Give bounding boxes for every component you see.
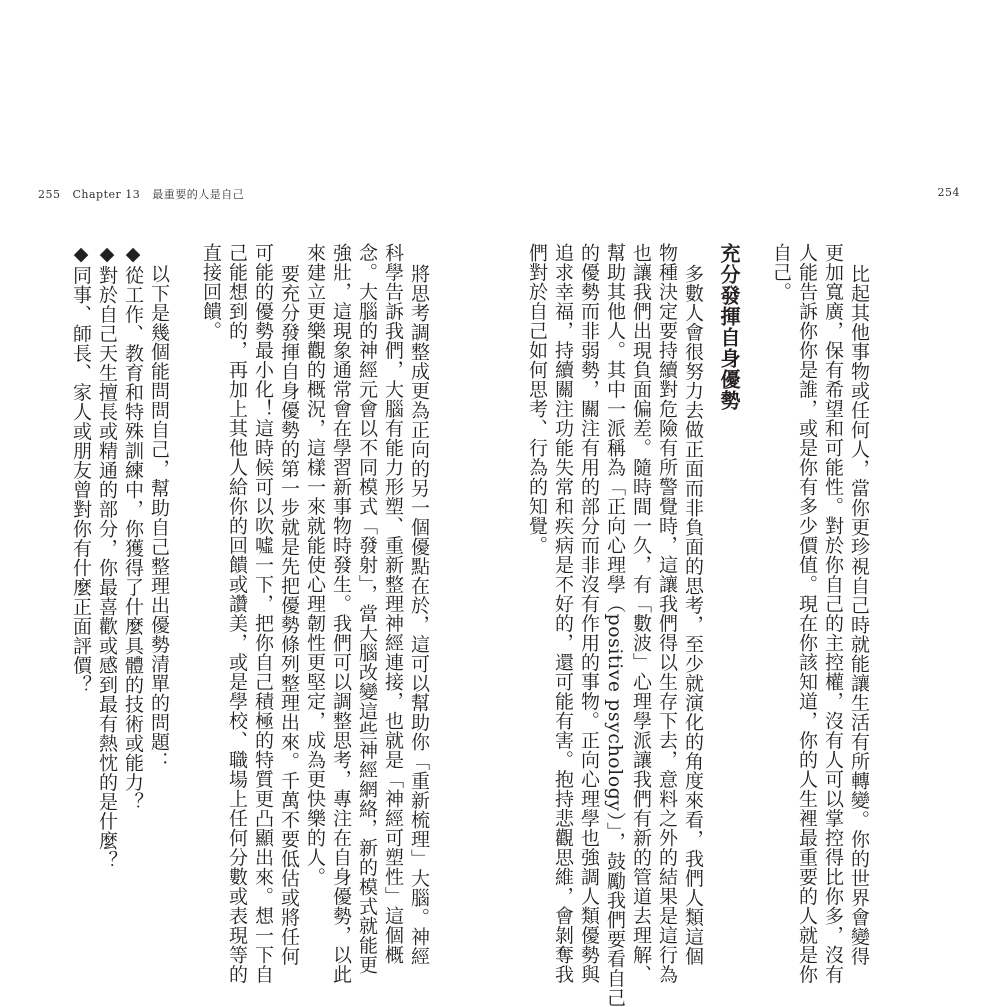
left-page-body <box>68 243 432 984</box>
right-page-body <box>524 243 872 1007</box>
text-line: 幫助其他人。其中一派稱為「正向心理學（positive psychology）」，鼓勵我們要看自己 <box>604 243 626 1007</box>
text-line: 可能的優勢最小化！這時候可以吹噓一下，把你自己積極的特質更凸顯出來。想一下自 <box>252 243 274 984</box>
right-page-number: 254 <box>937 186 960 199</box>
text-line: 強壯，這現象通常會在學習新事物時發生。我們可以調整思考，專注在自身優勢，以此 <box>330 243 352 984</box>
text-line: 自己。 <box>770 243 792 302</box>
text-line: 直接回饋。 <box>200 243 222 341</box>
text-line: 們對於自己如何思考、行為的知覺。 <box>526 243 548 555</box>
chapter-label: Chapter 13 <box>72 188 141 201</box>
text-line: 比起其他事物或任何人，當你更珍視自己時就能讓生活有所轉變。你的世界會變得 <box>848 263 870 966</box>
left-running-head <box>38 186 252 202</box>
text-line: 科學告訴我們，大腦有能力形塑、重新整理神經連接，也就是「神經可塑性」這個概 <box>382 243 404 965</box>
text-line: 念。大腦的神經元會以不同模式「發射」，當大腦改變這些神經網絡，新的模式就能更 <box>356 243 378 975</box>
text-line: 追求幸福，持續關注功能失常和疾病是不好的，還可能有害。抱持悲觀思維，會剝奪我 <box>552 243 574 984</box>
text-line: 將思考調整成更為正向的另一個優點在於，這可以幫助你「重新梳理」大腦。神經 <box>408 263 430 966</box>
text-line: 多數人會很努力去做正面而非負面的思考，至少就演化的角度來看，我們人類這個 <box>682 263 704 966</box>
text-line: 的優勢而非弱勢，關注有用的部分而非沒有作用的事物。正向心理學也強調人類優勢與 <box>578 243 600 984</box>
chapter-title: 最重要的人是自己 <box>152 188 245 201</box>
text-line: 人能告訴你你是誰，或是你有多少價值。現在你該知道，你的人生裡最重要的人就是你 <box>796 243 818 984</box>
bullet-line: ◆從工作、教育和特殊訓練中，你獲得了什麼具體的技術或能力？ <box>122 243 144 812</box>
bullet-line: ◆對於自己天生擅長或精通的部分，你最喜歡或感到最有熱忱的是什麼？ <box>96 243 118 870</box>
text-line: 要充分發揮自身優勢的第一步就是先把優勢條列整理出來。千萬不要低估或將任何 <box>278 263 300 966</box>
section-heading: 充分發揮自身優勢 <box>717 243 741 411</box>
text-line: 物種決定要持續對危險有所警覺時，這讓我們得以生存下去，意料之外的結果是這行為 <box>656 243 678 984</box>
bullet-line: ◆同事、師長、家人或朋友曾對你有什麼正面評價？ <box>70 243 92 695</box>
text-line: 己能想到的，再加上其他人給你的回饋或讚美，或是學校、職場上任何分數或表現等的 <box>226 243 248 984</box>
right-running-head <box>938 186 961 199</box>
text-line: 更加寬廣，保有希望和可能性。對於你自己的主控權，沒有人可以掌控得比你多，沒有 <box>822 243 844 984</box>
left-page-number: 255 <box>38 188 61 201</box>
text-line: 來建立更樂觀的概況，這樣一來就能使心理韌性更堅定，成為更快樂的人。 <box>304 243 326 887</box>
text-line: 以下是幾個能問問自己，幫助自己整理出優勢清單的問題： <box>148 263 170 771</box>
text-line: 也讓我們出現負面偏差。隨時間一久，有「數波」心理學派讓我們有新的管道去理解、 <box>630 243 652 984</box>
